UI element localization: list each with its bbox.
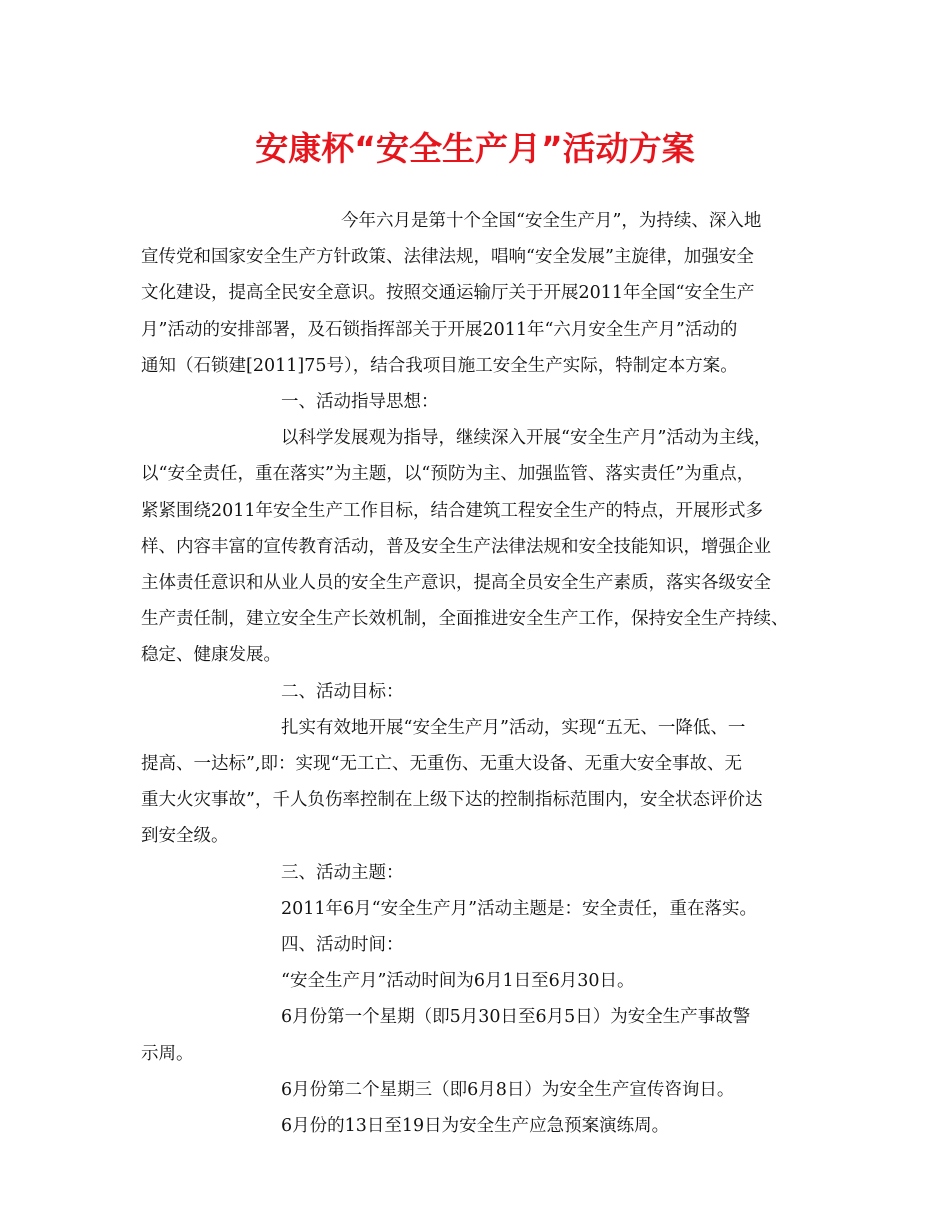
- section-1-line-2: 以“安全责任，重在落实”为主题，以“预防为主、加强监管、落实责任”为重点，: [141, 464, 755, 485]
- document-body: [141, 203, 821, 1144]
- document-title: 安康杯“安全生产月”活动方案: [255, 129, 695, 168]
- section-1-line-5: 主体责任意识和从业人员的安全生产意识，提高全员安全生产素质，落实各级安全: [141, 573, 771, 594]
- section-1-line-3: 紧紧围绕2011年安全生产工作目标，结合建筑工程安全生产的特点，开展形式多: [141, 500, 764, 521]
- section-4-line-1: “安全生产月”活动时间为6月1日至6月30日。: [281, 971, 635, 992]
- section-2-line-2: 提高、一达标”,即：实现“无工亡、无重伤、无重大设备、无重大安全事故、无: [141, 754, 742, 775]
- intro-line-1: 今年六月是第十个全国“安全生产月”，为持续、深入地: [341, 211, 762, 231]
- intro-line-3: 文化建设，提高全民安全意识。按照交通运输厅关于开展2011年全国“安全生产: [141, 283, 755, 304]
- section-2-heading: 二、活动目标：: [281, 681, 404, 702]
- section-2-line-4: 到安全级。: [141, 826, 229, 847]
- section-4-line-2: 6月份第一个星期（即5月30日至6月5日）为安全生产事故警: [281, 1007, 751, 1028]
- intro-line-2: 宣传党和国家安全生产方针政策、法律法规，唱响“安全发展”主旋律，加强安全: [141, 247, 754, 268]
- section-1-line-4: 样、内容丰富的宣传教育活动，普及安全生产法律法规和安全技能知识，增强企业: [141, 536, 771, 557]
- section-2-line-3: 重大火灾事故”，千人负伤率控制在上级下达的控制指标范围内，安全状态评价达: [141, 790, 763, 811]
- section-3-heading: 三、活动主题：: [281, 862, 404, 883]
- section-1-line-1: 以科学发展观为指导，继续深入开展“安全生产月”活动为主线，: [281, 428, 772, 449]
- section-4-heading: 四、活动时间：: [281, 935, 404, 956]
- section-1-heading: 一、活动指导思想：: [281, 392, 439, 413]
- section-3-line-1: 2011年6月“安全生产月”活动主题是：安全责任，重在落实。: [281, 898, 758, 919]
- section-1-line-6: 生产责任制，建立安全生产长效机制，全面推进安全生产工作，保持安全生产持续、: [141, 609, 789, 630]
- section-1-line-7: 稳定、健康发展。: [141, 645, 281, 666]
- section-4-line-5: 6月份的13日至19日为安全生产应急预案演练周。: [281, 1116, 670, 1137]
- intro-line-5: 通知（石锁建[2011]75号），结合我项目施工安全生产实际，特制定本方案。: [141, 355, 738, 376]
- section-2-line-1: 扎实有效地开展“安全生产月”活动，实现“五无、一降低、一: [281, 717, 746, 738]
- section-4-line-4: 6月份第二个星期三（即6月8日）为安全生产宣传咨询日。: [281, 1079, 735, 1100]
- section-4-line-3: 示周。: [141, 1043, 194, 1064]
- intro-line-4: 月”活动的安排部署，及石锁指挥部关于开展2011年“六月安全生产月”活动的: [141, 319, 738, 340]
